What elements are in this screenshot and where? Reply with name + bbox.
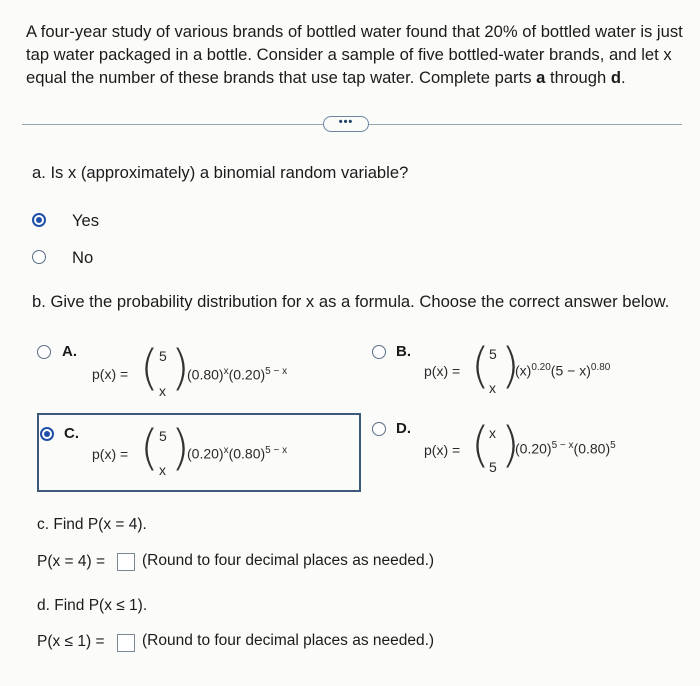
radio-option-c[interactable] <box>40 427 54 441</box>
option-d-rhs-exp1: 5 − x <box>551 440 574 451</box>
option-d-letter: D. <box>396 420 411 437</box>
radio-no[interactable] <box>32 250 46 264</box>
option-c-rhs <box>187 445 287 462</box>
option-d-rhs <box>515 440 616 457</box>
more-button[interactable]: ••• <box>323 116 369 132</box>
intro-text-mid: through <box>545 68 611 87</box>
option-yes-label: Yes <box>72 211 100 230</box>
option-d-right-paren: ) <box>501 417 520 473</box>
part-c-question: c. Find P(x = 4). <box>37 516 147 533</box>
option-c-rhs-exp1: x <box>223 445 229 456</box>
option-c-lhs: p(x) = <box>92 446 129 462</box>
option-c-right-paren: ) <box>171 420 190 476</box>
option-c-rhs-exp2: 5 − x <box>265 445 288 456</box>
option-b-binom-bottom: x <box>489 380 496 396</box>
radio-option-b[interactable] <box>372 345 386 359</box>
option-b-letter: B. <box>396 343 411 360</box>
option-b-left-paren: ( <box>471 338 490 394</box>
option-a-letter: A. <box>62 343 77 360</box>
intro-part-d: d <box>610 68 621 87</box>
part-b-question: b. Give the probability distribution for x as a formula. Choose the correct answer below. <box>32 292 670 311</box>
option-b-rhs-exp1: 0.20 <box>531 362 551 373</box>
option-b-rhs <box>515 362 610 379</box>
option-d-lhs: p(x) = <box>424 442 461 458</box>
option-c-letter: C. <box>64 425 79 442</box>
option-c-rhs-base2: (0.80) <box>228 445 266 462</box>
option-d-rhs-base2: (0.80) <box>573 440 611 457</box>
option-b-binom-top: 5 <box>489 346 497 362</box>
option-a-left-paren: ( <box>140 340 159 396</box>
option-d-rhs-base1: (0.20) <box>515 440 552 457</box>
intro-text-end: . <box>620 68 626 87</box>
option-no-label: No <box>72 248 94 267</box>
part-d-answer-input[interactable] <box>117 634 135 652</box>
problem-statement <box>26 20 691 89</box>
option-b-right-paren: ) <box>501 338 520 394</box>
option-c-rhs-base1: (0.20) <box>187 445 224 462</box>
part-a-question: a. Is x (approximately) a binomial random variable? <box>32 163 409 182</box>
option-b-rhs-base1: (x) <box>515 362 532 379</box>
option-a-binom-bottom: x <box>159 383 166 399</box>
option-c-binom-bottom: x <box>159 462 166 478</box>
option-a-lhs: p(x) = <box>92 366 129 382</box>
option-b-rhs-exp2: 0.80 <box>590 362 611 373</box>
option-a-rhs-exp2: 5 − x <box>265 366 288 377</box>
radio-yes[interactable] <box>32 213 46 227</box>
radio-option-d[interactable] <box>372 422 386 436</box>
option-c-left-paren: ( <box>140 420 159 476</box>
intro-part-a: a <box>536 68 546 87</box>
part-d-hint: (Round to four decimal places as needed.) <box>142 632 435 649</box>
part-c-answer-input[interactable] <box>117 553 135 571</box>
option-d-left-paren: ( <box>471 417 490 473</box>
option-d-binom-top: x <box>489 425 496 441</box>
option-a-binom-top: 5 <box>159 348 167 364</box>
part-d-answer-lhs: P(x ≤ 1) = <box>37 633 105 650</box>
part-d-question: d. Find P(x ≤ 1). <box>37 597 148 614</box>
radio-option-a[interactable] <box>37 345 51 359</box>
option-a-rhs-exp1: x <box>223 366 229 377</box>
option-b-lhs: p(x) = <box>424 363 461 379</box>
option-a-rhs-base2: (0.20) <box>228 366 266 383</box>
part-c-answer-lhs: P(x = 4) = <box>37 553 106 570</box>
option-b-rhs-base2: (5 − x) <box>550 362 591 379</box>
part-c-hint: (Round to four decimal places as needed.) <box>142 552 435 569</box>
intro-text-start: A four-year study of various brands of bottled water found that 20% of bottled water is just tap water packaged in a bottle. Consider a sample of five bottled-water brands, and let x equal the number of these brands that use tap water. Complete parts <box>26 22 683 87</box>
option-a-rhs-base1: (0.80) <box>187 366 224 383</box>
option-d-binom-bottom: 5 <box>489 459 497 475</box>
option-d-rhs-exp2: 5 <box>610 440 616 451</box>
option-c-binom-top: 5 <box>159 428 167 444</box>
option-a-right-paren: ) <box>171 340 190 396</box>
option-a-rhs <box>187 366 287 383</box>
